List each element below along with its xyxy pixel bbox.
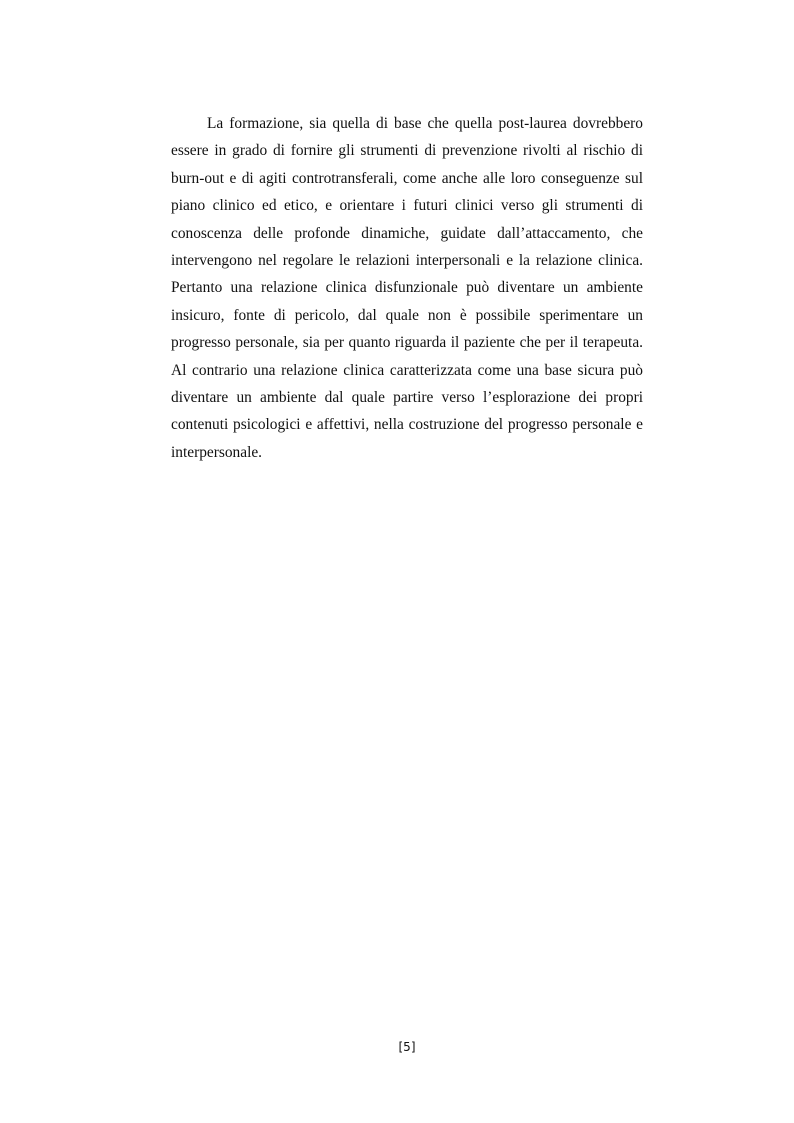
page-number: [5] [398, 1040, 416, 1054]
body-paragraph: La formazione, sia quella di base che quella post-laurea dovrebbero essere in grado di fornire gli strumenti di prevenzione rivolti al rischio di burn-out e di agiti controtransferali, come anche alle loro conseguenze sul piano clinico ed etico, e orientare i futuri clinici verso gli strumenti di conoscenza delle profonde dinamiche, guidate dall’attaccamento, che intervengono nel regolare le relazioni interpersonali e la relazione clinica. Pertanto una relazione clinica disfunzionale può diventare un ambiente insicuro, fonte di pericolo, dal quale non è possibile sperimentare un progresso personale, sia per quanto riguarda il paziente che per il terapeuta. Al contrario una relazione clinica caratterizzata come una base sicura può diventare un ambiente dal quale partire verso l’esplorazione dei propri contenuti psicologici e affettivi, nella costruzione del progresso personale e interpersonale. [171, 115, 643, 461]
